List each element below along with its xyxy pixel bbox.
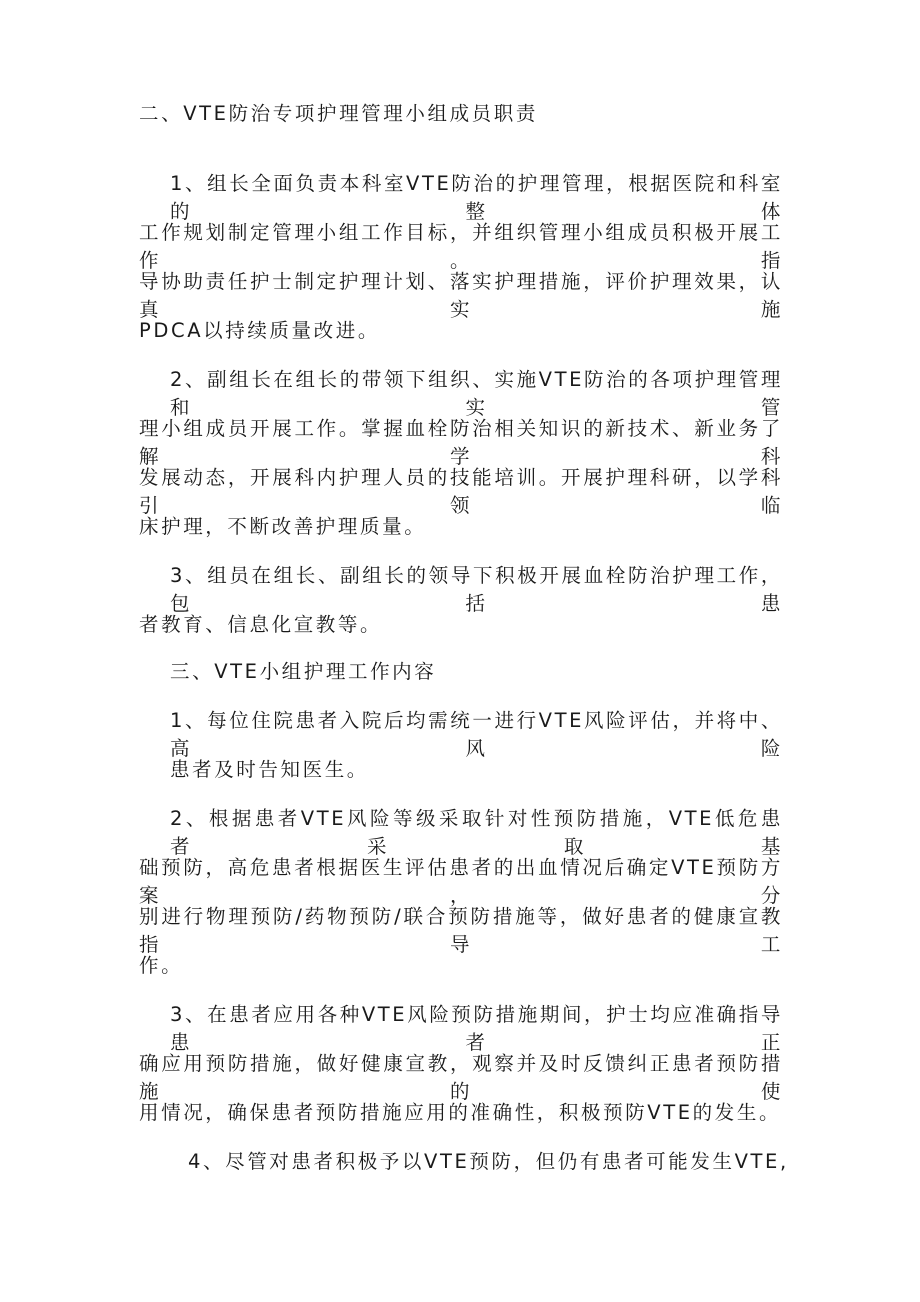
s2-p2-line-1: 2、副组长在组长的带领下组织、实施VTE防治的各项护理管理和实管 [170,368,783,419]
s3-p3-line-3: 用情况，确保患者预防措施应用的准确性，积极预防VTE的发生。 [139,1101,782,1124]
s2-p1-line-4: PDCA以持续质量改进。 [139,319,380,342]
s3-p4-line-1: 4、尽管对患者积极予以VTE预防，但仍有患者可能发生VTE, [188,1150,789,1173]
s3-p2-line-4: 作。 [139,954,184,977]
s3-p3-line-2: 确应用预防措施，做好健康宣教，观察并及时反馈纠正患者预防措施的使 [139,1052,783,1103]
s2-p2-line-3: 发展动态，开展科内护理人员的技能培训。开展护理科研，以学科引领临 [139,466,783,517]
s3-p1-line-2: 患者及时告知医生。 [170,758,369,781]
s3-p2-line-2: 础预防，高危患者根据医生评估患者的出血情况后确定VTE预防方案，分 [139,856,783,907]
s3-p2-line-3: 别进行物理预防/药物预防/联合预防措施等，做好患者的健康宣教指导工 [139,905,783,956]
s3-p1-line-1: 1、每位住院患者入院后均需统一进行VTE风险评估，并将中、高风险 [170,709,783,760]
s3-p2-line-1: 2、根据患者VTE风险等级采取针对性预防措施，VTE低危患者采取基 [170,807,783,858]
section-2-heading: 二、VTE防治专项护理管理小组成员职责 [139,102,538,125]
s2-p2-line-2: 理小组成员开展工作。掌握血栓防治相关知识的新技术、新业务了解学科 [139,417,783,468]
s3-p3-line-1: 3、在患者应用各种VTE风险预防措施期间，护士均应准确指导患者正 [170,1003,783,1054]
s2-p1-line-2: 工作规划制定管理小组工作目标，并组织管理小组成员积极开展工作。指 [139,221,783,272]
s2-p3-line-1: 3、组员在组长、副组长的领导下积极开展血栓防治护理工作，包括患 [170,564,783,615]
s2-p1-line-3: 导协助责任护士制定护理计划、落实护理措施，评价护理效果，认真实施 [139,270,783,321]
s2-p2-line-4: 床护理，不断改善护理质量。 [139,515,427,538]
section-3-heading: 三、VTE小组护理工作内容 [170,660,437,683]
s2-p3-line-2: 者教育、信息化宣教等。 [139,613,383,636]
s2-p1-line-1: 1、组长全面负责本科室VTE防治的护理管理，根据医院和科室的整体 [170,172,783,223]
